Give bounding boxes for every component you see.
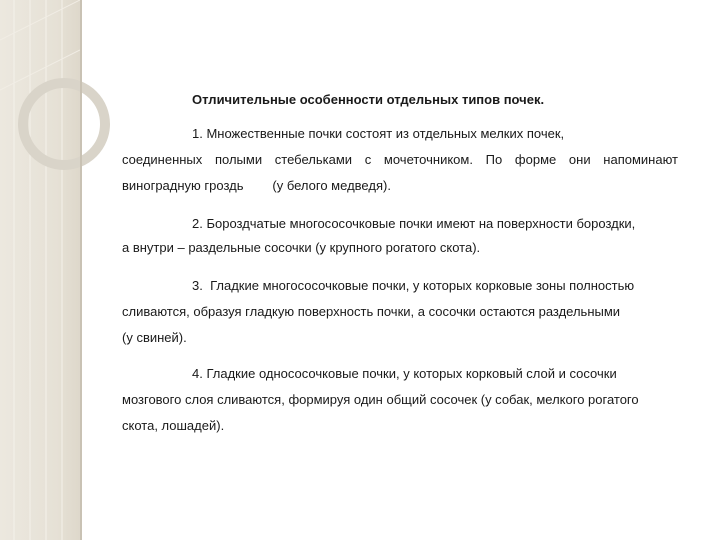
paragraph-1-line-1: 1. Множественные почки состоят из отдельных мелких почек, <box>192 126 565 141</box>
paragraph-3-line-3: (у свиней). <box>122 330 187 345</box>
paragraph-1-line-2: соединенных полыми стебельками с мочеточником. По форме они напоминают <box>122 152 678 167</box>
paragraph-4-line-1: 4. Гладкие однососочковые почки, у которых корковый слой и сосочки <box>192 366 617 381</box>
paragraph-3-line-1: 3. Гладкие многососочковые почки, у которых корковые зоны полностью <box>192 278 635 293</box>
paragraph-4-line-3: скота, лошадей). <box>122 418 225 433</box>
paragraph-1-line-3: виноградную гроздь (у белого медведя). <box>122 178 391 193</box>
paragraph-2-line-1: 2. Бороздчатые многососочковые почки имеют на поверхности бороздки, <box>192 216 636 231</box>
paragraph-2-line-2: а внутри – раздельные сосочки (у крупного рогатого скота). <box>122 240 481 255</box>
slide-title: Отличительные особенности отдельных типов почек. <box>192 92 545 107</box>
paragraph-3-line-2: сливаются, образуя гладкую поверхность почки, а сосочки остаются раздельными <box>122 304 621 319</box>
paragraph-4-line-2: мозгового слоя сливаются, формируя один общий сосочек (у собак, мелкого рогатого <box>122 392 639 407</box>
